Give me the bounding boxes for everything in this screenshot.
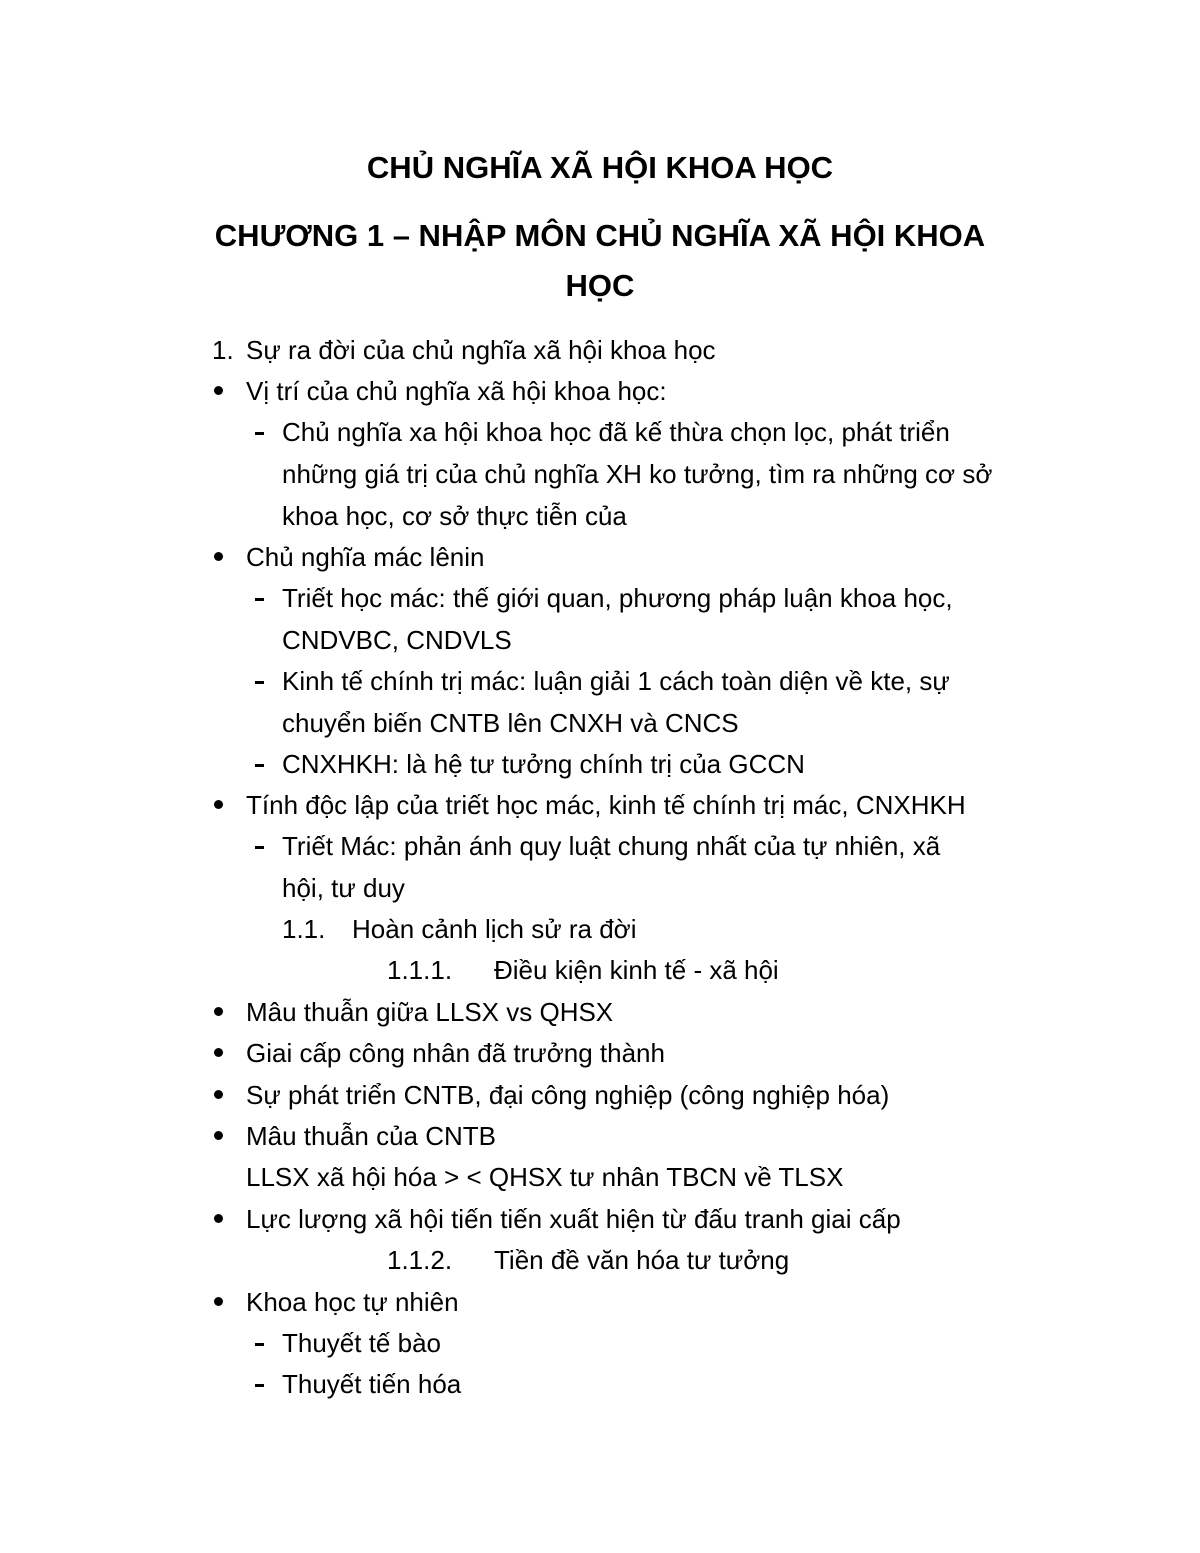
chapter-title-line-1: CHƯƠNG 1 – NHẬP MÔN CHỦ NGHĨA XÃ HỘI KHOA: [214, 218, 986, 253]
section-1-number: 1.: [212, 335, 234, 365]
list-item: Vị trí của chủ nghĩa xã hội khoa học:: [246, 376, 667, 406]
list-item: Lực lượng xã hội tiến tiến xuất hiện từ đấu tranh giai cấp: [246, 1204, 901, 1234]
bullet-icon: [214, 1214, 223, 1223]
section-1-heading: Sự ra đời của chủ nghĩa xã hội khoa học: [246, 335, 716, 365]
list-item: Sự phát triển CNTB, đại công nghiệp (công nghiệp hóa): [246, 1080, 890, 1110]
section-1-1-2-heading: Tiền đề văn hóa tư tưởng: [494, 1245, 790, 1275]
bullet-icon: [214, 800, 223, 809]
sub-list-item-continuation: hội, tư duy: [282, 873, 405, 903]
dash-icon: [255, 764, 264, 767]
chapter-title-line-2: HỌC: [565, 268, 635, 303]
dash-icon: [255, 432, 264, 435]
sub-list-item: Chủ nghĩa xa hội khoa học đã kế thừa chọn lọc, phát triển: [282, 417, 950, 447]
sub-list-item: Triết học mác: thế giới quan, phương pháp luận khoa học,: [282, 583, 953, 613]
dash-icon: [255, 598, 264, 601]
document-title: CHỦ NGHĨA XÃ HỘI KHOA HỌC: [366, 150, 834, 185]
sub-list-item: Kinh tế chính trị mác: luận giải 1 cách toàn diện về kte, sự: [282, 666, 950, 696]
sub-list-item-continuation: CNDVBC, CNDVLS: [282, 625, 512, 655]
list-item: Khoa học tự nhiên: [246, 1287, 459, 1317]
sub-list-item: CNXHKH: là hệ tư tưởng chính trị của GCCN: [282, 749, 805, 779]
sub-list-item: Thuyết tiến hóa: [282, 1369, 462, 1399]
section-1-1-1-number: 1.1.1.: [387, 955, 453, 985]
sub-list-item: Triết Mác: phản ánh quy luật chung nhất của tự nhiên, xã: [282, 831, 941, 861]
bullet-icon: [214, 1297, 223, 1306]
list-item: Mâu thuẫn của CNTB: [246, 1121, 497, 1151]
bullet-icon: [214, 1007, 223, 1016]
bullet-icon: [214, 1131, 223, 1140]
list-item: Tính độc lập của triết học mác, kinh tế chính trị mác, CNXHKH: [246, 790, 966, 820]
sub-list-item-continuation: khoa học, cơ sở thực tiễn của: [282, 501, 627, 531]
sub-list-item-continuation: những giá trị của chủ nghĩa XH ko tưởng, tìm ra những cơ sở: [282, 459, 993, 489]
bullet-icon: [214, 552, 223, 561]
dash-icon: [255, 681, 264, 684]
bullet-icon: [214, 1048, 223, 1057]
dash-icon: [255, 1384, 264, 1387]
dash-icon: [255, 1343, 264, 1346]
section-1-1-number: 1.1.: [282, 914, 326, 944]
list-item: Chủ nghĩa mác lênin: [246, 542, 485, 572]
list-item: Giai cấp công nhân đã trưởng thành: [246, 1038, 665, 1068]
section-1-1-heading: Hoàn cảnh lịch sử ra đời: [352, 914, 637, 944]
list-item: Mâu thuẫn giữa LLSX vs QHSX: [246, 997, 614, 1027]
section-1-1-1-heading: Điều kiện kinh tế - xã hội: [494, 955, 779, 985]
bullet-icon: [214, 386, 223, 395]
list-item-continuation: LLSX xã hội hóa > < QHSX tư nhân TBCN về TLSX: [246, 1162, 844, 1192]
section-1-1-2-number: 1.1.2.: [387, 1245, 453, 1275]
bullet-icon: [214, 1090, 223, 1099]
sub-list-item-continuation: chuyển biến CNTB lên CNXH và CNCS: [282, 708, 739, 738]
sub-list-item: Thuyết tế bào: [282, 1328, 441, 1358]
dash-icon: [255, 846, 264, 849]
